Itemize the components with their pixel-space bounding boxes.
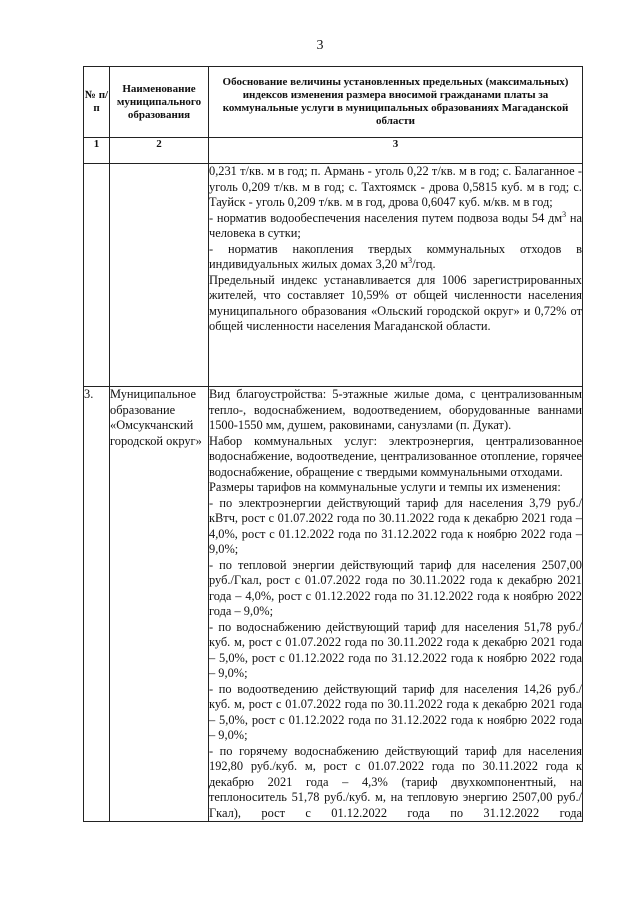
row-continued-number [84, 164, 110, 387]
text-paragraph: - по водоснабжению действующий тариф для населения 51,78 руб./куб. м, рост с 01.07.2022 года по 30.11.2022 года к декабрю 2021 года – 5,0%, рост с 01.12.2022 года по 31.12.2022 года к ноябрю 2022 года – 9,0%; [209, 619, 582, 680]
text-paragraph: - по электроэнергии действующий тариф для населения 3,79 руб./кВтч, рост с 01.07.2022 года по 30.11.2022 года к декабрю 2021 года – 4,0%, рост с 01.12.2022 года по 31.12.2022 года к ноябрю 2022 года – 9,0%; [209, 495, 582, 556]
column-index-1: 1 [84, 138, 110, 164]
header-justification: Обоснование величины установленных предельных (максимальных) индексов изменения размера вносимой гражданами платы за коммунальные услуги в муниципальных образованиях Магаданской области [209, 67, 583, 138]
page-number: 3 [316, 38, 324, 53]
text-paragraph: Предельный индекс устанавливается для 1006 зарегистрированных жителей, что составляет 10,59% от общей численности населения муниципального образования «Ольский городской округ» и 0,72% от общей численности населения Магаданской области. [209, 272, 582, 333]
table-header-row [84, 67, 583, 138]
row-continued-name [110, 164, 209, 387]
row-3-text [209, 387, 583, 822]
text-paragraph: 0,231 т/кв. м в год; п. Армань - уголь 0,22 т/кв. м в год; с. Балаганное - уголь 0,209 т/кв. м в год; с. Тахтоямск - дрова 0,5815 куб. м в год; с. Тауйск - уголь 0,209 т/кв. м в год, дрова 0,6047 куб. м/кв. м в год; [209, 164, 582, 209]
text-paragraph: - по горячему водоснабжению действующий тариф для населения 192,80 руб./куб. м, рост с 01.07.2022 года по 30.11.2022 года к декабрю 2021 года – 4,3% (тариф двухкомпонентный, на теплоноситель 51,78 руб./куб. м, на тепловую энергию 2507,00 руб./Гкал), рост с 01.12.2022 года по 31.12.2022 года [209, 743, 582, 820]
indices-table [83, 66, 583, 822]
text-paragraph: - по тепловой энергии действующий тариф для населения 2507,00 руб./Гкал, рост с 01.07.2022 года по 30.11.2022 года к декабрю 2021 года – 4,0%, рост с 01.12.2022 года по 31.12.2022 года к ноябрю 2022 года – 9,0%; [209, 557, 582, 618]
column-index-row [84, 138, 583, 164]
text-paragraph: Размеры тарифов на коммунальные услуги и темпы их изменения: [209, 480, 561, 494]
text-paragraph: Вид благоустройства: 5-этажные жилые дома, с централизованным тепло-, водоснабжением, водоотведением, оборудованные ваннами 1500-1550 мм, душем, раковинами, санузлами (п. Дукат). [209, 387, 582, 432]
table-row-continued [84, 164, 583, 387]
text-paragraph: Набор коммунальных услуг: электроэнергия, централизованное водоснабжение, водоотведение, централизованное отопление, горячее водоснабжение, обращение с твердыми коммунальными отходами. [209, 433, 582, 479]
text-paragraph: - норматив водообеспечения населения путем подвоза воды 54 $дм^3$ на человека в сутки; [209, 209, 582, 240]
text-paragraph: - по водоотведению действующий тариф для населения 14,26 руб./куб. м, рост с 01.07.2022 года по 30.11.2022 года к декабрю 2021 года – 5,0%, рост с 01.12.2022 года по 31.12.2022 года к ноябрю 2022 года – 9,0%; [209, 681, 582, 742]
row-3-municipality: Муниципальное образование «Омсукчанский городской округ» [110, 387, 209, 822]
header-number: № п/п [84, 67, 110, 138]
table-row-3 [84, 387, 583, 822]
row-3-number: 3. [84, 387, 110, 822]
column-index-2: 2 [110, 138, 209, 164]
column-index-3: 3 [209, 138, 583, 164]
header-municipality: Наименование муниципального образования [110, 67, 209, 138]
text-paragraph: - норматив накопления твердых коммунальных отходов в индивидуальных жилых домах 3,20 $м^3$/год. [209, 241, 582, 271]
row-continued-text [209, 164, 583, 387]
